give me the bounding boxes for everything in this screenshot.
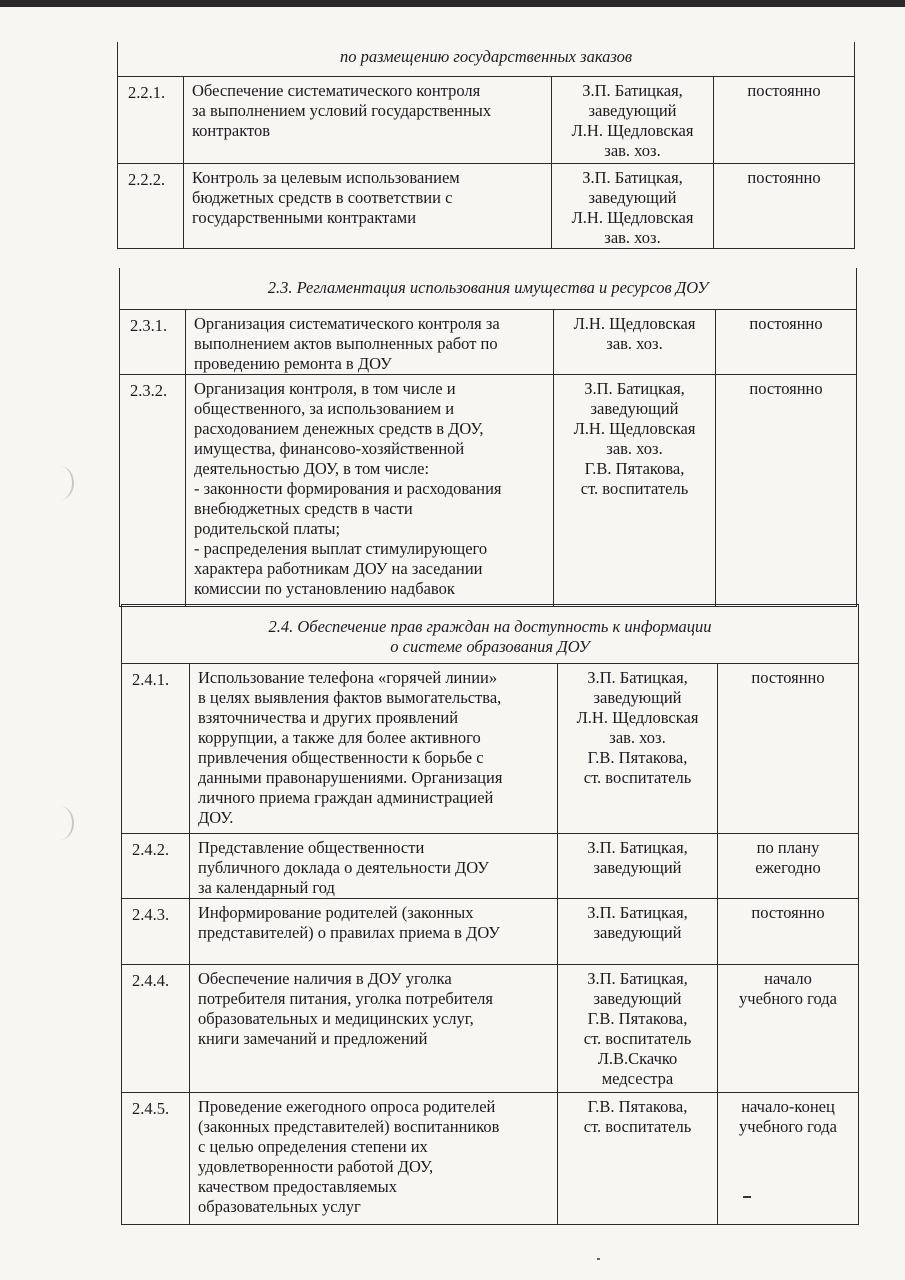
responsible-cell: З.П. Батицкая, заведующий: [558, 899, 718, 965]
row-number: 2.2.2.: [118, 163, 184, 248]
table-row: [120, 309, 857, 374]
term-cell: по плану ежегодно: [718, 834, 859, 899]
row-number: 2.3.2.: [120, 374, 186, 606]
table-row: [122, 1093, 859, 1225]
measure-text: Организация систематического контроля за выполнением актов выполненных работ по проведению ремонта в ДОУ: [186, 309, 554, 374]
scan-top-edge: [0, 0, 905, 7]
stray-pen-mark: [743, 1196, 751, 1198]
responsible-cell: З.П. Батицкая, заведующий: [558, 834, 718, 899]
row-number: 2.3.1.: [120, 309, 186, 374]
term-cell: постоянно: [714, 76, 855, 163]
table-row: [122, 965, 859, 1093]
property-regulation-table: [119, 268, 857, 607]
table-row: [118, 163, 855, 248]
table-row: [122, 899, 859, 965]
responsible-cell: З.П. Батицкая, заведующий Г.В. Пятакова, ст. воспитатель Л.В.Скачко медсестра: [558, 965, 718, 1093]
term-cell: постоянно: [718, 899, 859, 965]
table-row: [118, 76, 855, 163]
responsible-cell: З.П. Батицкая, заведующий Л.Н. Щедловская зав. хоз.: [552, 76, 714, 163]
section-title-2-3: 2.3. Регламентация использования имущества и ресурсов ДОУ: [120, 268, 857, 309]
row-number: 2.2.1.: [118, 76, 184, 163]
section-title-2-4: 2.4. Обеспечение прав граждан на доступность к информации о системе образования ДОУ: [122, 605, 859, 664]
responsible-cell: З.П. Батицкая, заведующий Л.Н. Щедловская зав. хоз. Г.В. Пятакова, ст. воспитатель: [558, 664, 718, 834]
term-cell: постоянно: [714, 163, 855, 248]
responsible-cell: З.П. Батицкая, заведующий Л.Н. Щедловская зав. хоз.: [552, 163, 714, 248]
measure-text: Представление общественности публичного доклада о деятельности ДОУ за календарный год: [190, 834, 558, 899]
table-row: [122, 664, 859, 834]
stray-speck: [597, 1258, 600, 1260]
punch-hole-lower: [46, 806, 74, 840]
term-cell: постоянно: [716, 374, 857, 606]
row-number: 2.4.1.: [122, 664, 190, 834]
responsible-cell: З.П. Батицкая, заведующий Л.Н. Щедловская зав. хоз. Г.В. Пятакова, ст. воспитатель: [554, 374, 716, 606]
row-number: 2.4.3.: [122, 899, 190, 965]
measure-text: Организация контроля, в том числе и общественного, за использованием и расходованием денежных средств в ДОУ, имущества, финансово-хозяйственной деятельностью ДОУ, в том числе: - законности формирования и расходования внебюджетных средств в части родительской платы; - распределения выплат стимулирующего характера работникам ДОУ на заседании комиссии по установлению надбавок: [186, 374, 554, 606]
row-number: 2.4.4.: [122, 965, 190, 1093]
measure-text: Контроль за целевым использованием бюджетных средств в соответствии с государственными контрактами: [184, 163, 552, 248]
table-row: [122, 834, 859, 899]
row-number: 2.4.5.: [122, 1093, 190, 1225]
responsible-cell: Л.Н. Щедловская зав. хоз.: [554, 309, 716, 374]
procurement-control-table: [117, 42, 855, 249]
measure-text: Обеспечение систематического контроля за выполнением условий государственных контрактов: [184, 76, 552, 163]
information-access-table: [121, 604, 859, 1225]
punch-hole-upper: [46, 466, 74, 500]
row-number: 2.4.2.: [122, 834, 190, 899]
table-row: [120, 374, 857, 606]
measure-text: Проведение ежегодного опроса родителей (законных представителей) воспитанников с целью определения степени их удовлетворенности работой ДОУ, качеством предоставляемых образовательных услуг: [190, 1093, 558, 1225]
responsible-cell: Г.В. Пятакова, ст. воспитатель: [558, 1093, 718, 1225]
term-cell: постоянно: [716, 309, 857, 374]
measure-text: Использование телефона «горячей линии» в целях выявления фактов вымогательства, взяточничества и других проявлений коррупции, а также для более активного привлечения общественности к борьбе с данными правонарушениями. Организация личного приема граждан администрацией ДОУ.: [190, 664, 558, 834]
term-cell: начало-конец учебного года: [718, 1093, 859, 1225]
measure-text: Информирование родителей (законных представителей) о правилах приема в ДОУ: [190, 899, 558, 965]
term-cell: начало учебного года: [718, 965, 859, 1093]
term-cell: постоянно: [718, 664, 859, 834]
measure-text: Обеспечение наличия в ДОУ уголка потребителя питания, уголка потребителя образовательных и медицинских услуг, книги замечаний и предложений: [190, 965, 558, 1093]
section-title-procurement: по размещению государственных заказов: [118, 42, 855, 76]
